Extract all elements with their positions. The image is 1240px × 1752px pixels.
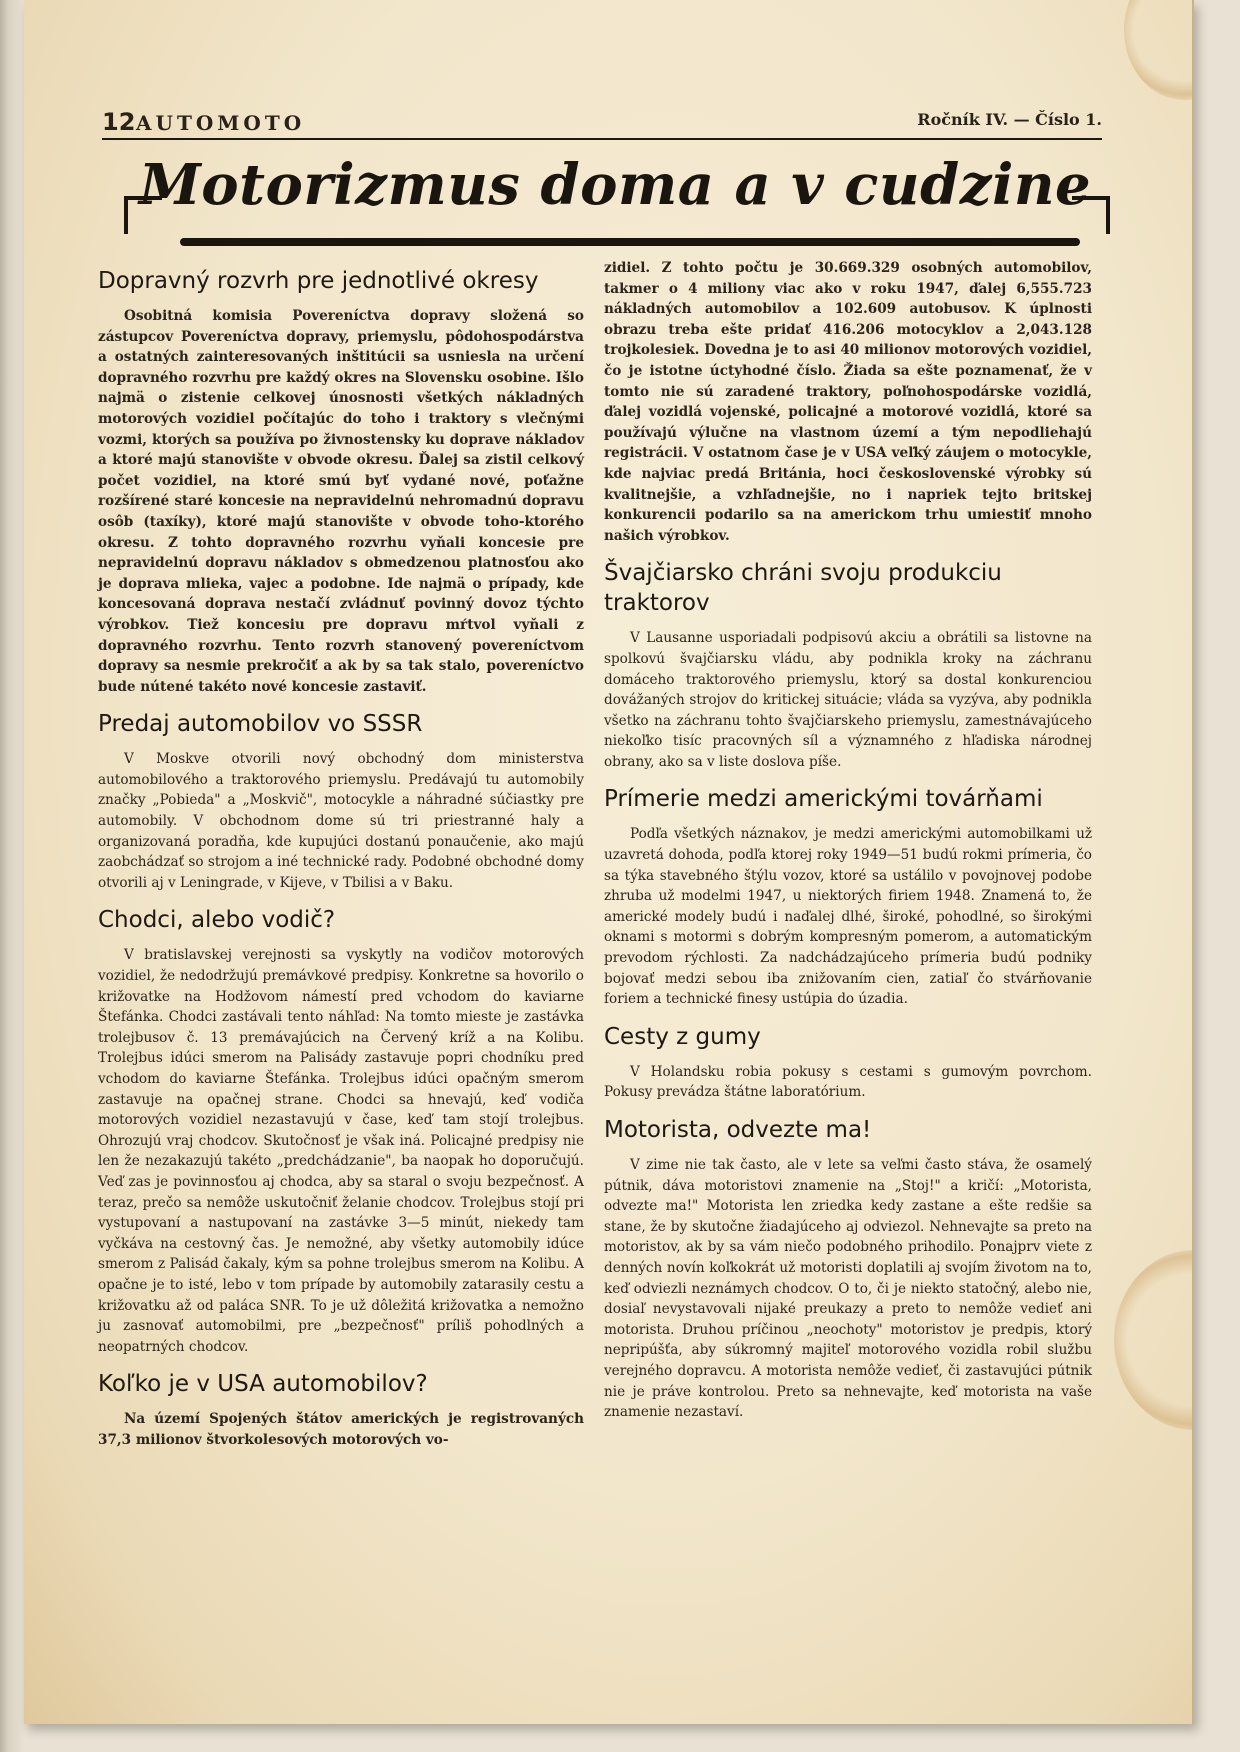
article-body: V Moskve otvorili nový obchodný dom ministerstva automobilového a traktorového priemyslu. Predávajú tu automobily značky „Pobieda" a „Moskvič", motocykle a náhradné súčiastky pre automobily. V obchodnom dome sú tri priestranné haly a organizovaná poradňa, kde kupujúci dostanú ponaučenie, ako majú zaobchádzať so strojom a iné technické rady. Podobné obchodné domy otvorili aj v Leningrade, v Kijeve, v Tbilisi a v Baku.: [98, 751, 584, 891]
article-body: Podľa všetkých náznakov, je medzi americkými automobilkami už uzavretá dohoda, podľa ktorej roky 1949—51 budú rokmi prímeria, čo sa týka stavebného štýlu vozov, ktoré sa ustálilo v povojnovej podobe zhruba už modelmi 1947, u niektorých firiem 1948. Znamená to, že americké modely budú i naďalej dlhé, široké, pohodlné, so širokými oknami s motormi s dobrým kompresným pomerom, a automatickým prevodom rýchlosti. Za nadchádzajúceho prímeria budú podniky bojovať medzi sebou iba znižovaním cien, zatiaľ čo stvárňovanie foriem a technické finesy ustúpia do úzadia.: [604, 826, 1092, 1008]
article-pedestrians-or-driver: [98, 905, 584, 1357]
article-headline: Švajčiarsko chráni svoju produkciu traktorov: [604, 560, 1002, 617]
page-number: 12: [102, 108, 136, 136]
article-swiss-tractors: [604, 558, 1092, 772]
article-headline: Prímerie medzi americkými továrňami: [604, 786, 1043, 813]
article-headline: Dopravný rozvrh pre jednotlivé okresy: [98, 268, 539, 294]
page-header: [102, 104, 1102, 140]
article-body-continued: zidiel. Z tohto počtu je 30.669.329 osobných automobilov, takmer o 4 miliony viac ako v roku 1947, ďalej 6,555.723 nákladných automobilov a 102.609 autobusov. K úplnosti obrazu treba ešte pridať 416.206 motocyklov a 2,043.128 trojkolesiek. Dovedna je to asi 40 milionov motorových vozidiel, čo je istotne úctyhodné číslo. Žiada sa ešte poznamenať, že v tomto nie sú zaradené traktory, poľnohospodárske vozidlá, ďalej vozidlá vojenské, policajné a motorové vozidlá, ktoré sa používajú výlučne na vlastnom území a tým nepodliehajú registrácii. V ostatnom čase je v USA veľký záujem o motocykle, kde najviac predá Británia, hoci československé výrobky sú kvalitnejšie, a vzhľadnejšie, no i napriek tejto britskej konkurencii podarilo sa na americkom trhu umiestiť mnoho našich výrobkov.: [604, 260, 1092, 544]
section-masthead: [120, 152, 1110, 248]
article-rubber-roads: [604, 1022, 1092, 1103]
article-body: Na území Spojených štátov amerických je registrovaných 37,3 milionov štvorkolesových motorových vo-: [98, 1411, 584, 1448]
article-headline: Motorista, odvezte ma!: [604, 1117, 872, 1143]
section-title: Motorizmus doma a v cudzine: [138, 152, 1092, 218]
issue-label: Ročník IV. — Číslo 1.: [917, 110, 1102, 129]
article-body: V Lausanne usporiadali podpisovú akciu a obrátili sa listovne na spolkovú švajčiarsku vládu, aby podnikla kroky na záchranu domáceho traktorového priemyslu, ktorý sa dostal konkurenciou dovážaných strojov do kritickej situácie; vláda sa vyzýva, aby podnikla všetko na záchranu tohto švajčiarskeho priemyslu, zamestnávajúceho niekoľko tisíc pracovných síl a významného z hľadiska národnej obrany, ako sa v liste doslova píše.: [604, 630, 1092, 770]
article-headline: Chodci, alebo vodič?: [98, 907, 336, 934]
article-headline: Cesty z gumy: [604, 1023, 761, 1050]
article-headline: Predaj automobilov vo SSSR: [98, 711, 423, 738]
article-american-truce: [604, 784, 1092, 1009]
article-traffic-schedule: [98, 266, 584, 697]
article-body: V Holandsku robia pokusy s cestami s gumovým povrchom. Pokusy prevádza štátne laboratórium.: [604, 1063, 1092, 1101]
article-body: Osobitná komisia Povereníctva dopravy složená so zástupcov Povereníctva dopravy, priemyslu, pôdohospodárstva a ostatných zainteresovaných inštitúcii sa usniesla na určení dopravného rozvrhu pre každý okres na Slovensku osobine. Išlo najmä o zistenie celkovej únosnosti všetkých nákladných motorových vozidiel počítajúc do toho i traktory s vlečnými vozmi, ktorých sa používa po živnostensky ku doprave nákladov a ktoré majú stanovište v obvode okresu. Ďalej sa zistil celkový počet vozidiel, na ktoré smú byť vydané nové, poťažne rozšírené staré koncesie na nepravidelnú nehromadnú dopravu osôb (taxíky), ktoré majú stanovište v obvode toho-ktorého okresu. Z tohto dopravného rozvrhu vyňali koncesie pre nepravidelnú dopravu nákladov s obmedzenou platnosťou ako je doprava mlieka, vajec a podobne. Ide najmä o prípady, kde koncesovaná doprava nestačí zvládnuť povinný dovoz týchto výrobkov. Tiež koncesiu pre dopravu mŕtvol vyňali z dopravného rozvrhu. Tento rozvrh stanovený povereníctvom dopravy sa nesmie prekročiť a ak by sa tak stalo, povereníctvo bude nútené takéto nové koncesie zastaviť.: [98, 308, 584, 695]
article-body: V zime nie tak často, ale v lete sa veľmi často stáva, že osamelý pútnik, dáva motoristovi znamenie na „Stoj!" a kričí: „Motorista, odvezte ma!" Motorista len zriedka kedy zastane a ešte redšie sa stane, že by skutočne žiadajúceho aj odviezol. Nehnevajte sa preto na motoristov, ak by sa vám niečo podobného prihodilo. Ponajprv viete z denných novín koľkokrát už motoristi doplatili aj svojím životom na to, keď odviezli neznámych chodcov. O to, či je niekto statočný, alebo nie, dosiaľ nevystavovali nijaké preukazy a preto to nemôže vedieť ani motorista. Druhou príčinou „neochoty" motoristov je predpis, ktorý nepripúšťa, aby súkromný majiteľ motorového vozidla robil službu verejného dopravcu. A motorista nemôže vedieť, či zastavujúci pútnik nie je práve kontrolou. Preto sa nehnevajte, keď motorista na vaše znamenie nezastaví.: [604, 1157, 1092, 1421]
magazine-name: AUTOMOTO: [136, 111, 306, 135]
article-car-sales-ussr: [98, 709, 584, 893]
article-headline: Koľko je v USA automobilov?: [98, 1371, 428, 1398]
masthead-rule: [180, 238, 1080, 246]
article-body: V bratislavskej verejnosti sa vyskytly na vodičov motorových vozidiel, že nedodržujú premávkové predpisy. Konkretne sa hovorilo o križovatke na Hodžovom námestí pred vchodom do kaviarne Štefánka. Chodci zastávali tento náhľad: Na tomto mieste je zastávka trolejbusov č. 13 premávajúcich na Červený kríž a na Kolibu. Trolejbus idúci smerom na Palisády zastavuje popri chodníku pred vchodom do kaviarne Štefánka. Trolejbus idúci opačným smerom zastavuje na opačnej strane. Chodci sa hnevajú, keď vodiča motorových vozidiel nezastavujú v čase, keď tam stojí trolejbus. Ohrozujú vraj chodcov. Skutočnosť je však iná. Policajné predpisy nie len že nezakazujú takéto „predchádzanie", ba naopak ho doporučujú. Veď zas je povinnosťou aj chodca, aby sa staral o svoju bezpečnosť. A teraz, prečo sa nemôže uskutočniť želanie chodcov. Trolejbus stojí pri vystupovaní a nastupovaní na zastávke 3—5 minút, niekedy tam vyčkáva na cestovný čas. Je nemožné, aby všetky automobily idúce smerom z Palisád čakaly, kým sa pohne trolejbus smerom na Kolibu. A opačne je to isté, lebo v tom prípade by automobily zatarasily cestu a križovatku až od paláca SNR. To je už dôležitá križovatka a nemožno ju zasnovať automobilmi, pre „bezpečnosť" príliš pohodlných a neopatrných chodcov.: [98, 947, 584, 1355]
water-stain: [1114, 1250, 1194, 1430]
article-hitchhiking: [604, 1115, 1092, 1423]
article-usa-car-count: [98, 1369, 584, 1450]
article-usa-car-count-continued: [604, 258, 1092, 546]
masthead-bracket-right: [1072, 196, 1110, 234]
column-left: [98, 262, 584, 1463]
column-right: [604, 258, 1092, 1435]
water-stain: [1124, 0, 1194, 100]
